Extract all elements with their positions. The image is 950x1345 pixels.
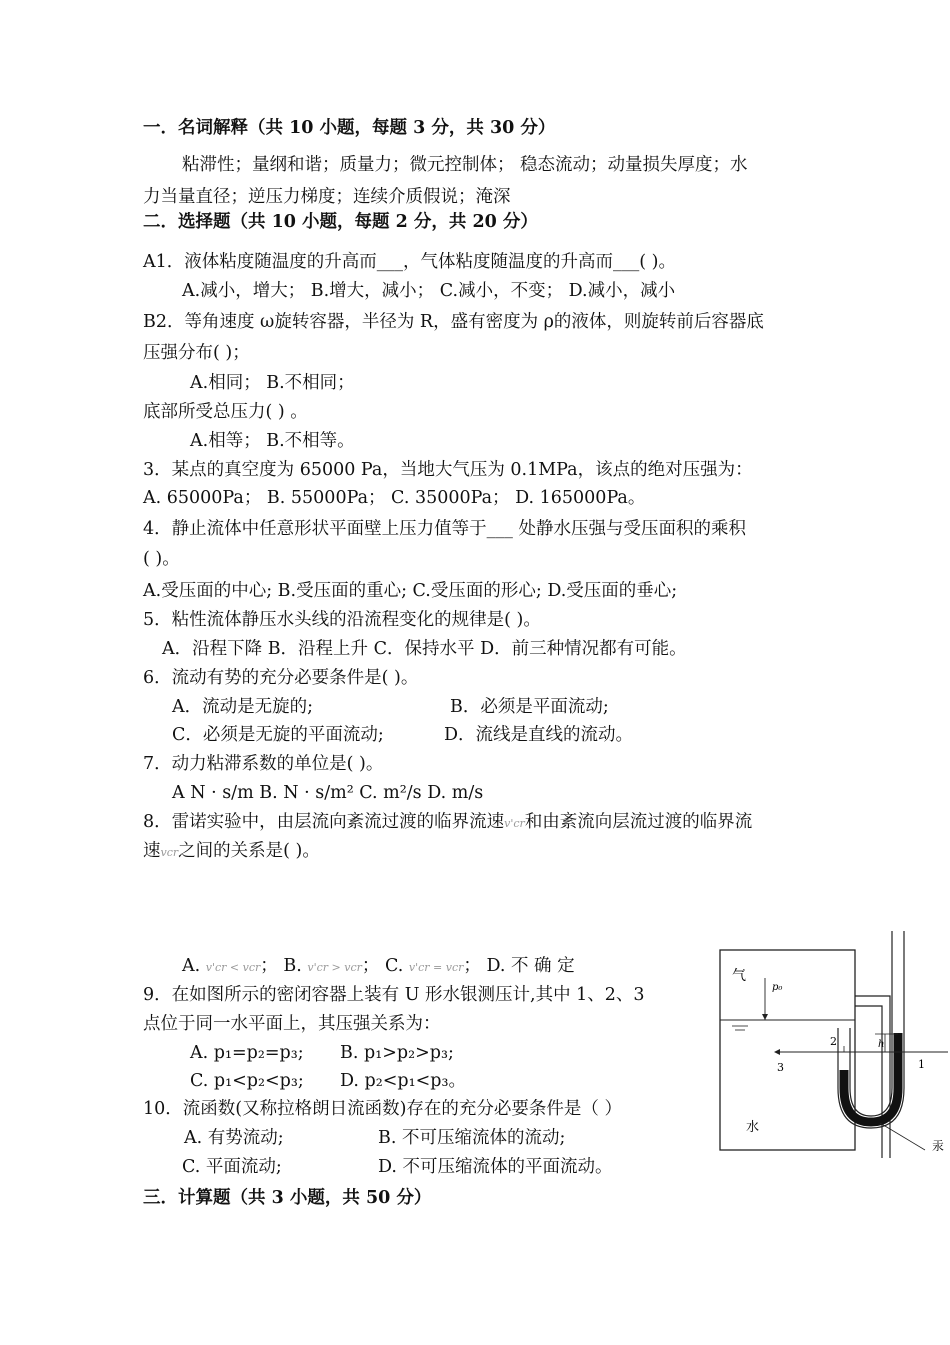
q4-options: A.受压面的中心; B.受压面的重心; C.受压面的形心; D.受压面的垂心; <box>143 581 678 601</box>
q6-option-b: B．必须是平面流动; <box>450 697 609 717</box>
q8-option-c-label: ； C. <box>361 956 404 976</box>
q8-stem-2a: 速 <box>143 841 161 861</box>
q4-stem-1: 4．静止流体中任意形状平面壁上压力值等于___ 处静水压强与受压面积的乘积 <box>143 519 746 539</box>
section-3-heading: 三．计算题（共 3 小题，共 50 分） <box>143 1188 432 1208</box>
section-2-heading: 二．选择题（共 10 小题，每题 2 分，共 20 分） <box>143 212 538 232</box>
q7-options: A N · s/m B. N · s/m² C. m²/s D. m/s <box>172 783 484 803</box>
q8-option-d-label: ； D. 不 确 定 <box>463 956 575 976</box>
q9-stem-1: 9．在如图所示的密闭容器上装有 U 形水银测压计,其中 1、2、3 <box>143 985 645 1005</box>
connecting-pipe-inner <box>855 1006 885 1158</box>
q8-option-c-symbol: v'cr = vcr <box>408 961 464 974</box>
q4-stem-2: ( )。 <box>143 549 180 569</box>
q10-option-b: B. 不可压缩流体的流动; <box>378 1128 566 1148</box>
manometer-figure <box>700 928 950 1158</box>
gas-label: 气 <box>732 968 746 984</box>
point-3-label: 3 <box>777 1061 784 1074</box>
critical-velocity-lower-symbol: vcr <box>160 846 179 859</box>
q9-option-b: B. p₁>p₂>p₃; <box>340 1043 454 1063</box>
q8-option-a-symbol: v'cr < vcr <box>205 961 261 974</box>
mercury-leader <box>880 1123 925 1150</box>
water-label: 水 <box>746 1120 760 1135</box>
point-2-label: 2 <box>830 1035 837 1048</box>
h-label: h <box>878 1039 885 1050</box>
q5-stem: 5．粘性流体静压水头线的沿流程变化的规律是( )。 <box>143 610 541 630</box>
q2-options-2: A.相等； B.不相等。 <box>190 431 355 451</box>
q9-option-d: D. p₂<p₁<p₃。 <box>340 1071 467 1091</box>
q9-option-a: A. p₁=p₂=p₃; <box>190 1043 304 1063</box>
q6-option-c: C．必须是无旋的平面流动; <box>172 725 384 745</box>
q2-options-1: A.相同； B.不相同； <box>190 373 355 393</box>
q10-stem: 10．流函数(又称拉格朗日流函数)存在的充分必要条件是（ ） <box>143 1099 622 1119</box>
q8-stem-1a: 8．雷诺实验中，由层流向紊流过渡的临界流速 <box>143 812 505 832</box>
q8-stem-1 <box>143 811 752 835</box>
p0-arrow-head <box>762 1014 768 1020</box>
point-3-arrow <box>774 1049 780 1055</box>
q6-option-d: D．流线是直线的流动。 <box>444 725 634 745</box>
q6-option-a: A．流动是无旋的; <box>172 697 314 717</box>
q8-stem-2b: 之间的关系是( )。 <box>178 841 320 861</box>
critical-velocity-upper-symbol: v'cr <box>504 817 525 830</box>
q9-option-c: C. p₁<p₂<p₃; <box>190 1071 304 1091</box>
u-tube-inner <box>850 931 892 1116</box>
q10-option-a: A. 有势流动; <box>184 1128 284 1148</box>
terms-line-2: 力当量直径；逆压力梯度；连续介质假说；淹深 <box>143 187 511 207</box>
q8-option-b-label: ； B. <box>260 956 302 976</box>
section-1-heading: 一．名词解释（共 10 小题，每题 3 分，共 30 分） <box>143 118 556 138</box>
q9-stem-2: 点位于同一水平面上，其压强关系为： <box>143 1014 441 1034</box>
q10-option-c: C. 平面流动; <box>182 1157 282 1177</box>
q1-options: A.减小，增大； B.增大，减小； C.减小，不变； D.减小，减小 <box>182 281 676 301</box>
q3-options: A. 65000Pa； B. 55000Pa； C. 35000Pa； D. 165000Pa。 <box>143 488 646 508</box>
q10-option-d: D. 不可压缩流体的平面流动。 <box>378 1157 613 1177</box>
q6-stem: 6．流动有势的充分必要条件是( )。 <box>143 668 419 688</box>
terms-line-1: 粘滞性；量纲和谐；质量力；微元控制体； 稳态流动；动量损失厚度；水 <box>182 155 748 175</box>
q8-stem-1b: 和由紊流向层流过渡的临界流 <box>524 812 753 832</box>
q8-stem-2 <box>143 840 320 864</box>
q3-stem: 3．某点的真空度为 65000 Pa，当地大气压为 0.1MPa，该点的绝对压强为： <box>143 460 753 480</box>
q7-stem: 7．动力粘滞系数的单位是( )。 <box>143 754 384 774</box>
mercury-label: 汞 <box>932 1139 945 1153</box>
q8-options <box>182 955 575 979</box>
q2-stem-3: 底部所受总压力( ) 。 <box>143 402 308 422</box>
q2-stem-1: B2．等角速度 ω旋转容器，半径为 R，盛有密度为 ρ的液体，则旋转前后容器底 <box>143 312 764 332</box>
point-1-label: 1 <box>918 1058 925 1071</box>
q5-options: A．沿程下降 B．沿程上升 C．保持水平 D．前三种情况都有可能。 <box>162 639 687 659</box>
p0-label: p₀ <box>772 982 783 993</box>
q1-stem: A1．液体粘度随温度的升高而___，气体粘度随温度的升高而___( )。 <box>143 252 676 272</box>
q8-option-a-label: A. <box>182 956 201 976</box>
q2-stem-2: 压强分布( )； <box>143 343 250 363</box>
q8-option-b-symbol: v'cr > vcr <box>307 961 362 974</box>
connecting-pipe-outer <box>855 996 890 1158</box>
